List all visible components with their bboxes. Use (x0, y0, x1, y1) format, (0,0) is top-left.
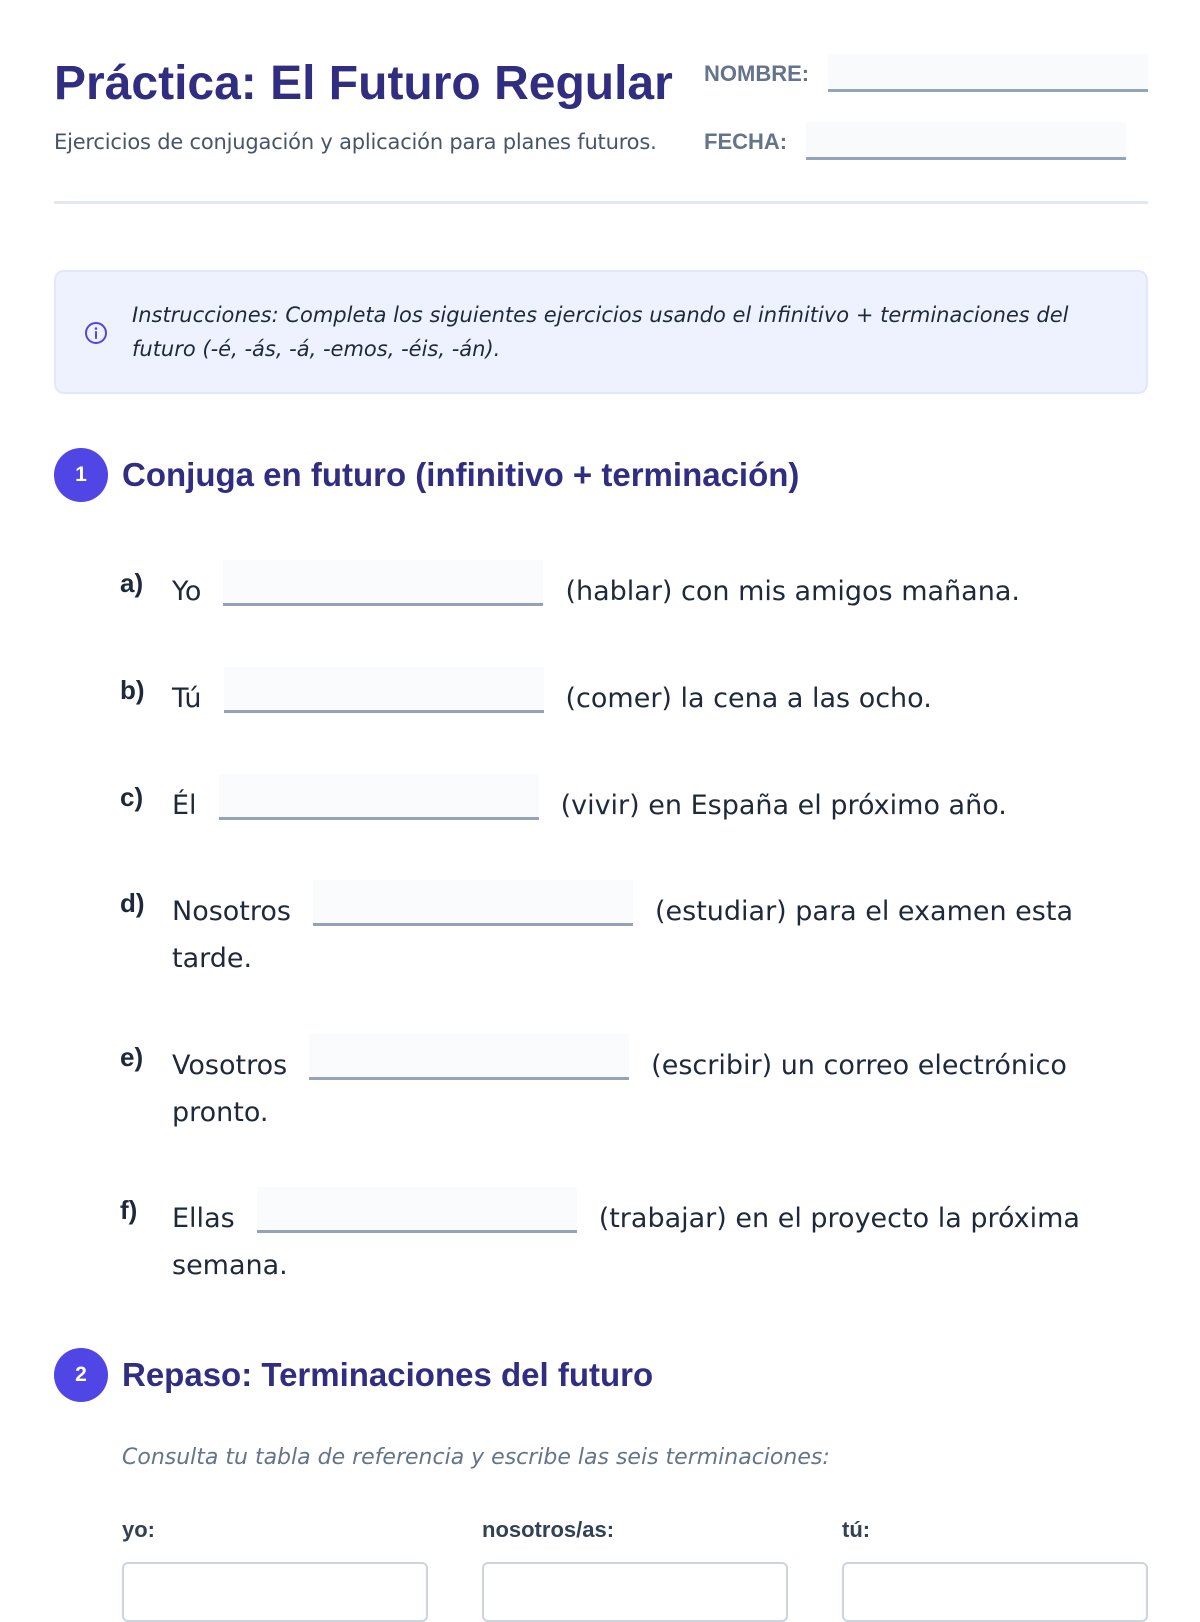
date-label: FECHA: (704, 129, 788, 154)
exercise-subject: Nosotros (172, 896, 291, 927)
section-1-header (54, 448, 1148, 502)
exercise-item (120, 1187, 1120, 1289)
exercise-letter: e) (120, 1042, 144, 1072)
answer-blank[interactable] (309, 1034, 629, 1080)
ending-field-tu[interactable] (842, 1562, 1148, 1622)
worksheet-page (54, 0, 1148, 1542)
instructions-callout (54, 270, 1148, 394)
exercise-letter: a) (120, 568, 144, 598)
ending-field-nosotros[interactable] (482, 1562, 788, 1622)
ending-label-tu: tú: (842, 1517, 871, 1542)
section-number-badge: 1 (54, 448, 108, 502)
exercise-subject: Tú (172, 683, 202, 714)
exercise-item (120, 1034, 1120, 1136)
worksheet-header (54, 0, 1148, 204)
section-title: Conjuga en futuro (infinitivo + terminación) (122, 456, 800, 493)
exercise-prompt: (hablar) con mis amigos mañana. (565, 576, 1020, 607)
exercise-prompt: (escribir) un correo electrónico pronto. (172, 1050, 1067, 1128)
name-label: NOMBRE: (704, 61, 810, 86)
ending-field-yo[interactable] (122, 1562, 428, 1622)
exercise-item (120, 560, 1120, 615)
exercise-letter: d) (120, 888, 145, 918)
exercise-letter: b) (120, 675, 145, 705)
ending-label-yo: yo: (122, 1517, 155, 1542)
instructions-text: Instrucciones: Completa los siguientes ejercicios usando el infinitivo + terminaciones del futuro (-é, -ás, -á, -emos, -éis, -án). (132, 303, 1069, 361)
name-field[interactable] (828, 54, 1148, 92)
answer-blank[interactable] (223, 560, 543, 606)
answer-blank[interactable] (219, 774, 539, 820)
ending-label-nosotros: nosotros/as: (482, 1517, 615, 1542)
exercise-item (120, 880, 1120, 982)
exercise-letter: f) (120, 1195, 138, 1225)
exercise-prompt: (estudiar) para el examen esta tarde. (172, 896, 1073, 974)
exercise-subject: Él (172, 790, 197, 821)
page-subtitle: Ejercicios de conjugación y aplicación para planes futuros. (54, 130, 657, 154)
answer-blank[interactable] (257, 1187, 577, 1233)
exercise-subject: Yo (172, 576, 202, 607)
answer-blank[interactable] (224, 667, 544, 713)
info-icon (84, 321, 108, 345)
section-number-badge: 2 (54, 1348, 108, 1402)
page-title: Práctica: El Futuro Regular (54, 57, 673, 110)
section-hint: Consulta tu tabla de referencia y escribe las seis terminaciones: (122, 1445, 830, 1470)
exercise-prompt: (trabajar) en el proyecto la próxima semana. (172, 1203, 1080, 1281)
exercise-prompt: (comer) la cena a las ocho. (565, 683, 932, 714)
section-title: Repaso: Terminaciones del futuro (122, 1356, 654, 1393)
date-field[interactable] (806, 122, 1126, 160)
exercise-prompt: (vivir) en España el próximo año. (560, 790, 1007, 821)
section-2-header (54, 1348, 1148, 1402)
exercise-item (120, 667, 1120, 722)
exercise-subject: Vosotros (172, 1050, 288, 1081)
exercise-subject: Ellas (172, 1203, 235, 1234)
exercise-item (120, 774, 1120, 829)
answer-blank[interactable] (313, 880, 633, 926)
exercise-letter: c) (120, 782, 144, 812)
